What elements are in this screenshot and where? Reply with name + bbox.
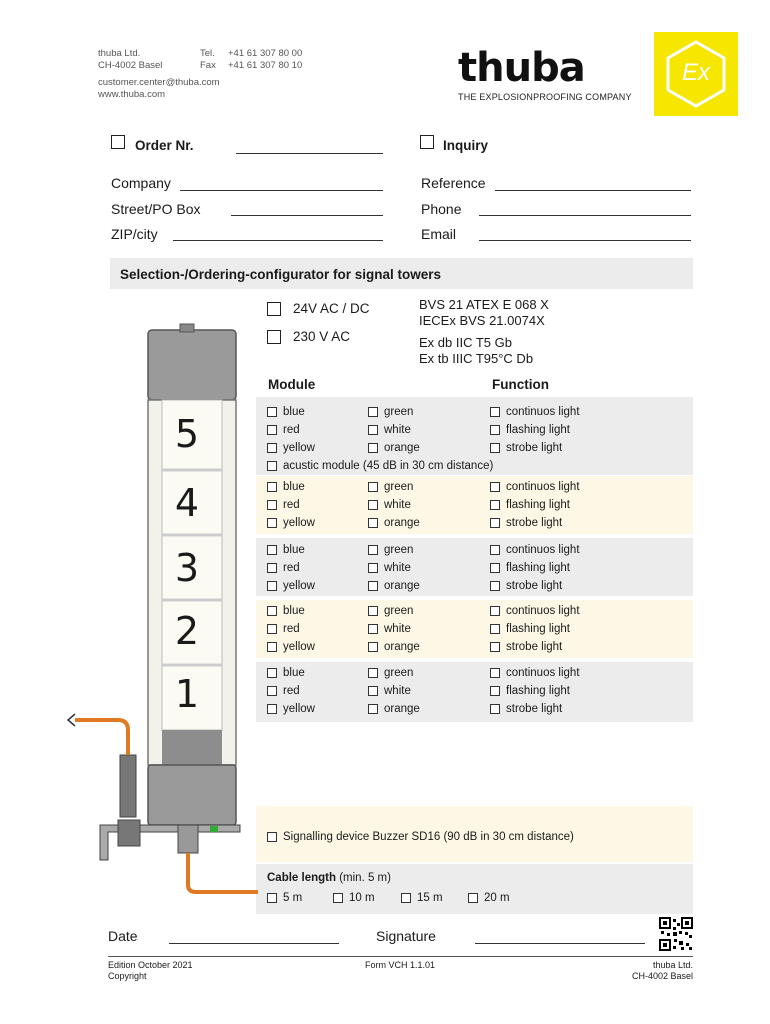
reference-field[interactable] — [495, 190, 691, 191]
reference-label: Reference — [421, 175, 486, 191]
module-2-color-white[interactable]: white — [368, 620, 490, 638]
module-1-function-continuous[interactable]: continuos light — [490, 664, 580, 682]
inquiry-label: Inquiry — [443, 138, 489, 153]
cable-20m-option[interactable]: 20 m — [468, 889, 510, 907]
qr-code-icon — [659, 917, 693, 951]
module-2-color-red[interactable]: red — [267, 620, 368, 638]
tower-number-3: 3 — [174, 546, 200, 590]
company-name: thuba Ltd. — [98, 48, 141, 59]
module-4-color-red[interactable]: red — [267, 496, 368, 514]
voltage-230v-label: 230 V AC — [293, 329, 351, 344]
zip-label: ZIP/city — [111, 226, 158, 242]
module-3-color-white[interactable]: white — [368, 559, 490, 577]
module-4-color-orange[interactable]: orange — [368, 514, 490, 532]
module-5-color-white[interactable]: white — [368, 421, 490, 439]
certifications — [419, 297, 549, 367]
configurator-title-bar — [110, 258, 693, 289]
buzzer-label: Signalling device Buzzer SD16 (90 dB in 30 cm distance) — [283, 831, 574, 843]
ex-mark-badge — [654, 32, 738, 116]
tower-number-5: 5 — [174, 412, 200, 456]
date-field[interactable] — [169, 943, 339, 944]
cable-length-options — [267, 889, 510, 907]
email-field[interactable] — [479, 240, 691, 241]
module-5-function-continuous[interactable]: continuos light — [490, 403, 580, 421]
module-2-function-strobe[interactable]: strobe light — [490, 638, 580, 656]
date-label: Date — [108, 928, 138, 944]
module-5-options — [267, 403, 687, 475]
cable-length-note: (min. 5 m) — [339, 872, 391, 884]
street-label: Street/PO Box — [111, 201, 201, 217]
function-header: Function — [492, 377, 549, 392]
module-5-color-red[interactable]: red — [267, 421, 368, 439]
tel-label: Tel. — [200, 48, 215, 59]
cable-length-heading — [267, 872, 391, 884]
module-5-color-orange[interactable]: orange — [368, 439, 490, 457]
voltage-24v-checkbox[interactable] — [267, 302, 281, 316]
module-4-options — [267, 478, 687, 532]
company-web: www.thuba.com — [98, 89, 166, 100]
module-3-function-flashing[interactable]: flashing light — [490, 559, 580, 577]
cert-atex: BVS 21 ATEX E 068 X — [419, 297, 549, 312]
module-2-color-orange[interactable]: orange — [368, 638, 490, 656]
ex-label: Ex — [681, 59, 710, 86]
cable-10m-option[interactable]: 10 m — [333, 889, 401, 907]
street-field[interactable] — [231, 215, 383, 216]
module-5-color-green[interactable]: green — [368, 403, 490, 421]
module-2-function-flashing[interactable]: flashing light — [490, 620, 580, 638]
module-5-acoustic-option[interactable]: acustic module (45 dB in 30 cm distance) — [267, 457, 687, 475]
module-1-color-blue[interactable]: blue — [267, 664, 368, 682]
logo-tagline: THE EXPLOSIONPROOFING COMPANY — [458, 92, 632, 102]
module-2-color-green[interactable]: green — [368, 602, 490, 620]
module-5-function-flashing[interactable]: flashing light — [490, 421, 580, 439]
company-label: Company — [111, 175, 171, 191]
cable-length-label: Cable length — [267, 872, 337, 884]
email-label: Email — [421, 226, 457, 242]
module-3-color-orange[interactable]: orange — [368, 577, 490, 595]
signature-label: Signature — [376, 928, 436, 944]
module-2-color-yellow[interactable]: yellow — [267, 638, 368, 656]
fax-label: Fax — [200, 60, 216, 71]
module-1-color-green[interactable]: green — [368, 664, 490, 682]
tower-number-2: 2 — [174, 609, 200, 653]
module-3-color-blue[interactable]: blue — [267, 541, 368, 559]
module-2-options — [267, 602, 687, 656]
voltage-230v-option[interactable] — [267, 329, 350, 344]
module-1-color-orange[interactable]: orange — [368, 700, 490, 718]
inquiry-checkbox[interactable] — [420, 135, 434, 154]
cert-dust: Ex tb IIIC T95°C Db — [419, 351, 534, 366]
module-2-color-blue[interactable]: blue — [267, 602, 368, 620]
module-4-color-blue[interactable]: blue — [267, 478, 368, 496]
module-1-color-red[interactable]: red — [267, 682, 368, 700]
form-number: Form VCH 1.1.01 — [365, 960, 436, 970]
module-1-color-white[interactable]: white — [368, 682, 490, 700]
module-4-function-continuous[interactable]: continuos light — [490, 478, 580, 496]
module-1-options — [267, 664, 687, 718]
module-4-function-strobe[interactable]: strobe light — [490, 514, 580, 532]
module-3-options — [267, 541, 687, 595]
voltage-230v-checkbox[interactable] — [267, 330, 281, 344]
cert-iecex: IECEx BVS 21.0074X — [419, 313, 545, 328]
signature-field[interactable] — [475, 943, 645, 944]
logo-wordmark: thuba — [458, 45, 585, 91]
edition-text: Edition October 2021 — [108, 960, 193, 970]
cable-15m-option[interactable]: 15 m — [401, 889, 468, 907]
order-nr-field[interactable] — [236, 153, 383, 154]
module-1-function-flashing[interactable]: flashing light — [490, 682, 580, 700]
module-3-color-red[interactable]: red — [267, 559, 368, 577]
tel-number: +41 61 307 80 00 — [228, 48, 303, 59]
module-5-function-strobe[interactable]: strobe light — [490, 439, 580, 457]
module-5-color-yellow[interactable]: yellow — [267, 439, 368, 457]
configurator-title: Selection-/Ordering-configurator for signal towers — [120, 267, 442, 282]
phone-field[interactable] — [479, 215, 691, 216]
module-4-function-flashing[interactable]: flashing light — [490, 496, 580, 514]
module-4-color-white[interactable]: white — [368, 496, 490, 514]
module-header: Module — [268, 377, 316, 392]
buzzer-option[interactable] — [267, 828, 574, 846]
module-2-function-continuous[interactable]: continuos light — [490, 602, 580, 620]
footer-address: CH-4002 Basel — [631, 971, 693, 981]
module-3-function-continuous[interactable]: continuos light — [490, 541, 580, 559]
module-3-color-green[interactable]: green — [368, 541, 490, 559]
voltage-24v-label: 24V AC / DC — [293, 301, 370, 316]
order-nr-checkbox[interactable] — [111, 135, 125, 154]
footer-company: thuba Ltd. — [652, 960, 693, 970]
module-5-color-blue[interactable]: blue — [267, 403, 368, 421]
module-4-color-yellow[interactable]: yellow — [267, 514, 368, 532]
phone-label: Phone — [421, 201, 462, 217]
module-1-function-strobe[interactable]: strobe light — [490, 700, 580, 718]
footer-left — [108, 960, 193, 982]
company-email: customer.center@thuba.com — [98, 77, 220, 88]
order-nr-label: Order Nr. — [135, 138, 194, 153]
zip-field[interactable] — [173, 240, 383, 241]
copyright-text: Copyright — [108, 971, 147, 981]
module-4-color-green[interactable]: green — [368, 478, 490, 496]
tower-number-1: 1 — [174, 672, 200, 716]
voltage-24v-option[interactable] — [267, 301, 370, 316]
module-3-color-yellow[interactable]: yellow — [267, 577, 368, 595]
contact-block — [200, 48, 302, 72]
cable-5m-option[interactable]: 5 m — [267, 889, 333, 907]
company-city: CH-4002 Basel — [98, 60, 163, 71]
cert-gas: Ex db IIC T5 Gb — [419, 335, 512, 350]
brand-logo — [458, 45, 638, 102]
module-1-color-yellow[interactable]: yellow — [267, 700, 368, 718]
module-3-function-strobe[interactable]: strobe light — [490, 577, 580, 595]
footer-right — [593, 960, 693, 982]
fax-number: +41 61 307 80 10 — [228, 60, 303, 71]
company-field[interactable] — [180, 190, 383, 191]
footer-divider — [108, 956, 693, 957]
tower-number-4: 4 — [174, 481, 200, 525]
